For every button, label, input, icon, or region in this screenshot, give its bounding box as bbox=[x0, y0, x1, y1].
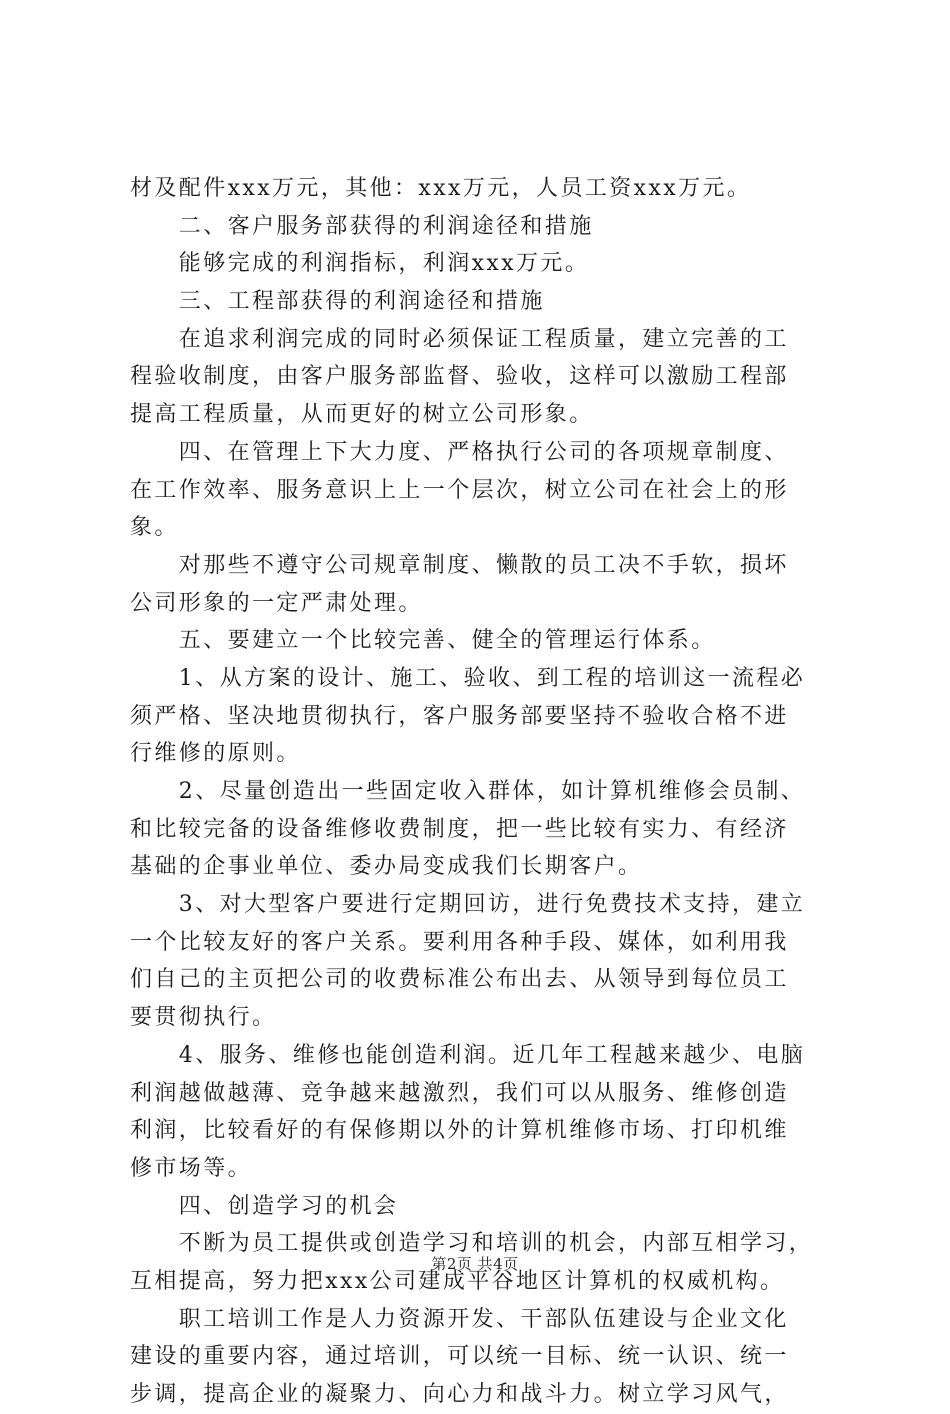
text-line: 职工培训工作是人力资源开发、干部队伍建设与企业文化 bbox=[130, 1306, 789, 1332]
text-line: 在追求利润完成的同时必须保证工程质量，建立完善的工 bbox=[130, 326, 789, 352]
text-line: 程验收制度，由客户服务部监督、验收，这样可以激励工程部 bbox=[130, 364, 789, 390]
list-item: 1、从方案的设计、施工、验收、到工程的培训这一流程必 bbox=[130, 665, 806, 691]
list-item: 2、尽量创造出一些固定收入群体，如计算机维修会员制、 bbox=[130, 779, 806, 804]
text-line: 建设的重要内容，通过培训，可以统一目标、统一认识、统一 bbox=[130, 1344, 789, 1370]
text-line: 利润，比较看好的有保修期以外的计算机维修市场、打印机维 bbox=[130, 1118, 789, 1144]
text-line: 象。 bbox=[130, 515, 179, 541]
section-heading: 二、客户服务部获得的利润途径和措施 bbox=[130, 213, 594, 239]
text-line: 行维修的原则。 bbox=[130, 741, 301, 767]
page-number-footer: 第2页 共4页 bbox=[431, 1255, 519, 1273]
body-text bbox=[130, 170, 830, 1414]
section-heading: 四、创造学习的机会 bbox=[130, 1193, 399, 1219]
text-line: 利润越做越薄、竞争越来越激烈，我们可以从服务、维修创造 bbox=[130, 1080, 789, 1106]
section-heading: 五、要建立一个比较完善、健全的管理运行体系。 bbox=[130, 628, 716, 654]
text-line: 材及配件xxx万元，其他：xxx万元，人员工资xxx万元。 bbox=[130, 176, 752, 201]
text-line: 基础的企事业单位、委办局变成我们长期客户。 bbox=[130, 854, 643, 880]
section-heading: 三、工程部获得的利润途径和措施 bbox=[130, 289, 545, 315]
text-line: 一个比较友好的客户关系。要利用各种手段、媒体，如利用我 bbox=[130, 929, 789, 955]
text-line: 对那些不遵守公司规章制度、懒散的员工决不手软，损坏 bbox=[130, 552, 789, 578]
text-line: 须严格、坚决地贯彻执行，客户服务部要坚持不验收合格不进 bbox=[130, 703, 789, 729]
text-line: 不断为员工提供或创造学习和培训的机会，内部互相学习， bbox=[130, 1231, 814, 1257]
text-line: 互相提高，努力把xxx公司建成平谷地区计算机的权威机构。 bbox=[130, 1268, 785, 1294]
text-line: 能够完成的利润指标，利润xxx万元。 bbox=[130, 251, 590, 277]
list-item: 3、对大型客户要进行定期回访，进行免费技术支持，建立 bbox=[130, 892, 806, 918]
list-item: 4、服务、维修也能创造利润。近几年工程越来越少、电脑 bbox=[130, 1042, 806, 1068]
text-line: 在工作效率、服务意识上上一个层次，树立公司在社会上的形 bbox=[130, 477, 789, 503]
text-line: 们自己的主页把公司的收费标准公布出去、从领导到每位员工 bbox=[130, 967, 789, 993]
section-heading: 四、在管理上下大力度、严格执行公司的各项规章制度、 bbox=[130, 439, 789, 465]
text-line: 修市场等。 bbox=[130, 1155, 253, 1181]
text-line: 步调，提高企业的凝聚力、向心力和战斗力。树立学习风气， bbox=[130, 1382, 789, 1407]
text-line: 要贯彻执行。 bbox=[130, 1005, 277, 1031]
text-line: 公司形象的一定严肃处理。 bbox=[130, 590, 423, 616]
text-line: 和比较完备的设备维修收费制度，把一些比较有实力、有经济 bbox=[130, 816, 789, 842]
text-line: 提高工程质量，从而更好的树立公司形象。 bbox=[130, 402, 594, 428]
